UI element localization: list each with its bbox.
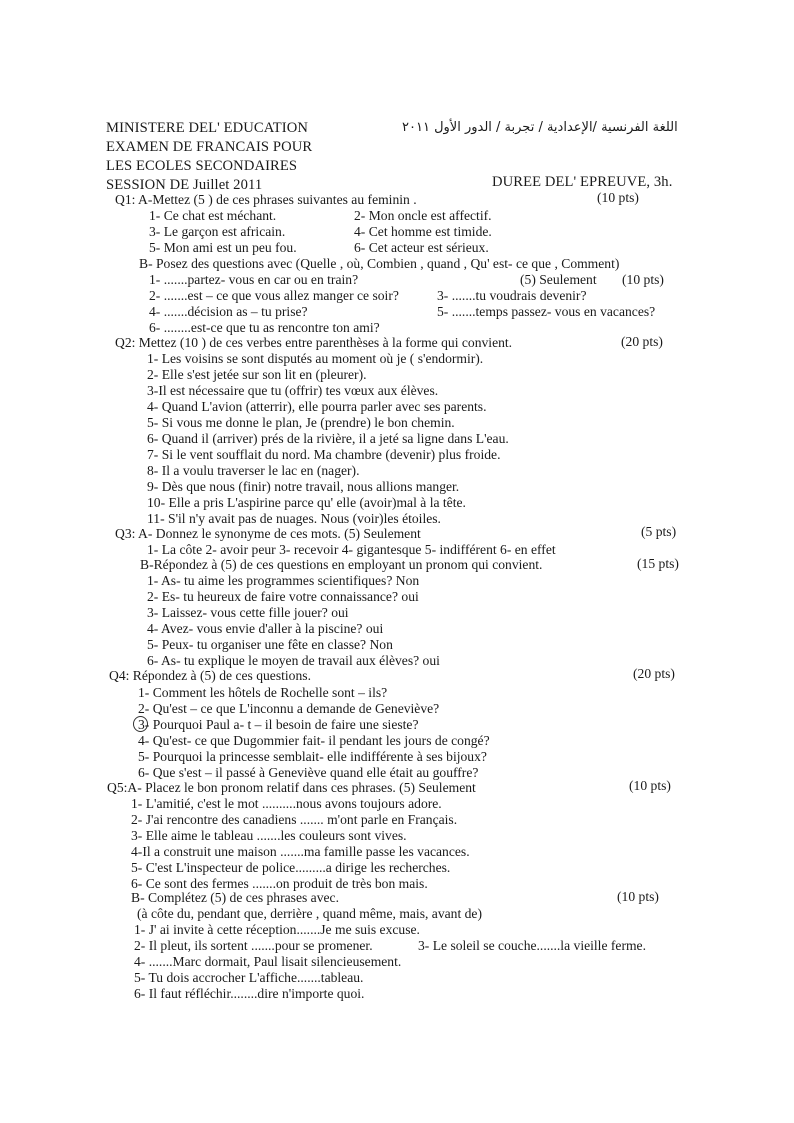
session-line: SESSION DE Juillet 2011: [106, 177, 263, 193]
q4-points: (20 pts): [633, 666, 675, 681]
q3-b-item: 5- Peux- tu organiser une fête en classe? Non: [147, 637, 393, 652]
q1-a-item: 5- Mon ami est un peu fou.: [149, 240, 297, 255]
q2-item: 8- Il a voulu traverser le lac en (nager).: [147, 463, 360, 478]
q1-b-item: 3- .......tu voudrais devenir?: [437, 288, 587, 303]
q2-item: 7- Si le vent soufflait du nord. Ma chambre (devenir) plus froide.: [147, 447, 501, 462]
q5-b-item: 5- Tu dois accrocher L'affiche.......tableau.: [134, 970, 364, 985]
q1-b-item: 5- .......temps passez- vous en vacances?: [437, 304, 656, 319]
q3-a-points: (5 pts): [641, 524, 677, 539]
q3-b-item: 4- Avez- vous envie d'aller à la piscine? oui: [147, 621, 384, 636]
q3-b-points: (15 pts): [637, 556, 679, 571]
q1-a-points: (10 pts): [597, 190, 639, 205]
q2-item: 5- Si vous me donne le plan, Je (prendre) le bon chemin.: [147, 415, 455, 430]
q4-item: 5- Pourquoi la princesse semblait- elle indifférente à ses bijoux?: [138, 749, 487, 764]
q1-b-item: 4- .......décision as – tu prise?: [149, 304, 308, 319]
q5-b-words: (à côte du, pendant que, derrière , quand même, mais, avant de): [137, 906, 482, 921]
q1-b-count: (5) Seulement: [520, 272, 597, 287]
q1-b-points: (10 pts): [622, 272, 664, 287]
q1-a-item: 1- Ce chat est méchant.: [149, 208, 277, 223]
q2-item: 2- Elle s'est jetée sur son lit en (pleurer).: [147, 367, 367, 382]
q1-b-item: 1- .......partez- vous en car ou en train?: [149, 272, 359, 287]
q3-b-item: 6- As- tu explique le moyen de travail aux élèves? oui: [147, 653, 440, 668]
q1-a-item: 2- Mon oncle est affectif.: [354, 208, 492, 223]
arabic-header: اللغة الفرنسية /الإعدادية / تجربة / الدور الأول ٢٠١١: [402, 120, 678, 135]
q1-b-title: B- Posez des questions avec (Quelle , où, Combien , quand , Qu' est- ce que , Comment): [139, 256, 620, 271]
q3-b-item: 3- Laissez- vous cette fille jouer? oui: [147, 605, 349, 620]
q2-item: 11- S'il n'y avait pas de nuages. Nous (voir)les étoiles.: [147, 511, 441, 526]
q1-b-item: 2- .......est – ce que vous allez manger ce soir?: [149, 288, 399, 303]
schools-line: LES ECOLES SECONDAIRES: [106, 158, 298, 174]
q5-b-item: 1- J' ai invite à cette réception.......Je me suis excuse.: [134, 922, 420, 937]
q2-item: 1- Les voisins se sont disputés au moment où je ( s'endormir).: [147, 351, 484, 366]
q5-b-points: (10 pts): [617, 889, 659, 904]
q4-title: Q4: Répondez à (5) de ces questions.: [109, 668, 311, 683]
q5-b-item: 6- Il faut réfléchir........dire n'importe quoi.: [134, 986, 365, 1001]
q2-item: 10- Elle a pris L'aspirine parce qu' elle (avoir)mal à la tête.: [147, 495, 466, 510]
q1-b-item: 6- ........est-ce que tu as rencontre ton ami?: [149, 320, 380, 335]
q4-item: 2- Qu'est – ce que L'inconnu a demande de Geneviève?: [138, 701, 440, 716]
q2-item: 3-Il est nécessaire que tu (offrir) tes vœux aux élèves.: [147, 383, 439, 398]
q4-item: 3- Pourquoi Paul a- t – il besoin de faire une sieste?: [138, 717, 419, 732]
q5-a-item: 3- Elle aime le tableau .......les couleurs sont vives.: [131, 828, 407, 843]
q1-a-item: 6- Cet acteur est sérieux.: [354, 240, 489, 255]
q5-b-title: B- Complétez (5) de ces phrases avec.: [131, 890, 339, 905]
q3-a-words: 1- La côte 2- avoir peur 3- recevoir 4- gigantesque 5- indifférent 6- en effet: [147, 542, 556, 557]
duration-line: DUREE DEL' EPREUVE, 3h.: [492, 174, 673, 190]
q3-a-title: Q3: A- Donnez le synonyme de ces mots. (5) Seulement: [115, 526, 421, 541]
q5-a-item: 2- J'ai rencontre des canadiens ....... m'ont parle en Français.: [131, 812, 458, 827]
q5-b-item: 2- Il pleut, ils sortent .......pour se promener.: [134, 938, 373, 953]
q5-a-item: 6- Ce sont des fermes .......on produit de très bon mais.: [131, 876, 428, 891]
q2-title: Q2: Mettez (10 ) de ces verbes entre parenthèses à la forme qui convient.: [115, 335, 513, 350]
q5-a-title: Q5:A- Placez le bon pronom relatif dans ces phrases. (5) Seulement: [107, 780, 476, 795]
q5-b-item: 3- Le soleil se couche.......la vieille ferme.: [418, 938, 646, 953]
q2-points: (20 pts): [621, 334, 663, 349]
ministry-line: MINISTERE DEL' EDUCATION: [106, 120, 309, 136]
q5-a-item: 1- L'amitié, c'est le mot ..........nous avons toujours adore.: [131, 796, 442, 811]
q2-item: 6- Quand il (arriver) prés de la rivière, il a jeté sa ligne dans L'eau.: [147, 431, 509, 446]
q4-item: 6- Que s'est – il passé à Geneviève quand elle était au gouffre?: [138, 765, 479, 780]
q3-b-title: B-Répondez à (5) de ces questions en employant un pronom qui convient.: [140, 557, 543, 572]
q5-a-points: (10 pts): [629, 778, 671, 793]
q2-item: 9- Dès que nous (finir) notre travail, nous allions manger.: [147, 479, 460, 494]
q5-a-item: 5- C'est L'inspecteur de police.........a dirige les recherches.: [131, 860, 451, 875]
q3-b-item: 1- As- tu aime les programmes scientifiques? Non: [147, 573, 420, 588]
exam-line: EXAMEN DE FRANCAIS POUR: [106, 139, 313, 155]
q1-a-item: 3- Le garçon est africain.: [149, 224, 286, 239]
q1-a-item: 4- Cet homme est timide.: [354, 224, 492, 239]
q3-b-item: 2- Es- tu heureux de faire votre connaissance? oui: [147, 589, 419, 604]
q4-item: 1- Comment les hôtels de Rochelle sont – ils?: [138, 685, 388, 700]
q5-a-item: 4-Il a construit une maison .......ma famille passe les vacances.: [131, 844, 470, 859]
q4-item: 4- Qu'est- ce que Dugommier fait- il pendant les jours de congé?: [138, 733, 490, 748]
q2-item: 4- Quand L'avion (atterrir), elle pourra parler avec ses parents.: [147, 399, 487, 414]
q5-b-item: 4- .......Marc dormait, Paul lisait silencieusement.: [134, 954, 402, 969]
q1-a-title: Q1: A-Mettez (5 ) de ces phrases suivantes au feminin .: [115, 192, 417, 207]
